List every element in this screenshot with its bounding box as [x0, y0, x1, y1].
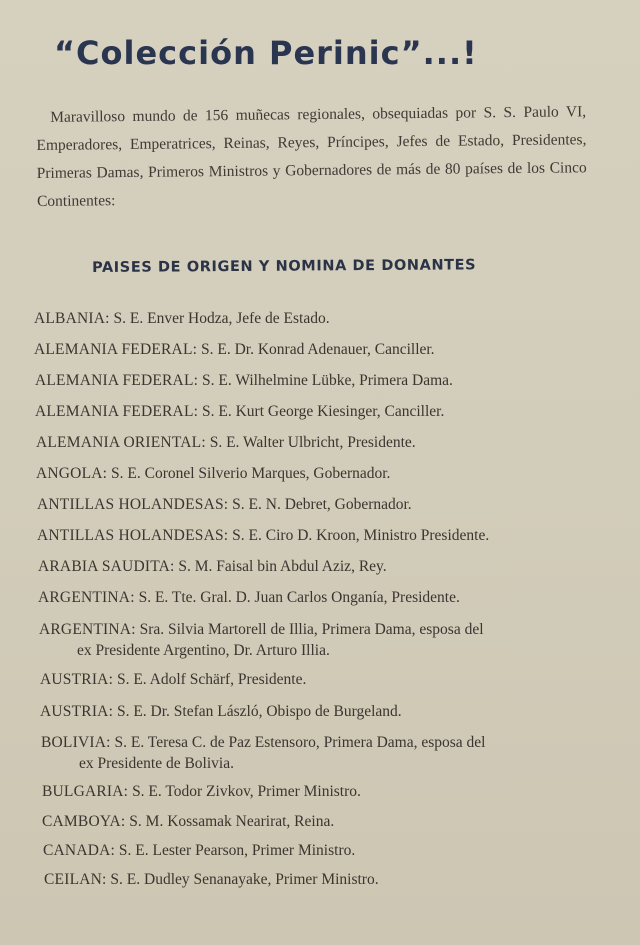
- donor-name: S. M. Kossamak Nearirat, Reina.: [129, 813, 335, 830]
- country-name: ARABIA SAUDITA:: [38, 558, 175, 575]
- list-item: [39, 619, 584, 661]
- list-item: [38, 557, 387, 577]
- page-title: “Colección Perinic”...!: [54, 34, 478, 72]
- list-item: [43, 841, 355, 861]
- donor-name: S. E. Dr. Stefan László, Obispo de Burgeland.: [116, 703, 402, 720]
- country-name: ARGENTINA:: [39, 621, 136, 638]
- donor-name: S. E. N. Debret, Gobernador.: [232, 496, 412, 513]
- donor-name: S. E. Ciro D. Kroon, Ministro Presidente.: [232, 527, 490, 544]
- list-item: [36, 464, 390, 484]
- donor-name-continuation: ex Presidente Argentino, Dr. Arturo Illia.: [77, 642, 330, 659]
- list-item: [44, 870, 379, 890]
- section-heading: PAISES DE ORIGEN Y NOMINA DE DONANTES: [92, 257, 477, 276]
- donor-name: S. E. Walter Ulbricht, Presidente.: [209, 434, 416, 451]
- donor-name: S. E. Lester Pearson, Primer Ministro.: [118, 842, 356, 859]
- list-item: [40, 702, 402, 722]
- country-name: AUSTRIA:: [40, 703, 114, 720]
- donor-name: S. E. Adolf Schärf, Presidente.: [116, 671, 307, 688]
- country-name: ALEMANIA FEDERAL:: [34, 341, 198, 358]
- country-name: CEILAN:: [44, 871, 107, 888]
- donor-name: S. E. Dudley Senanayake, Primer Ministro.: [110, 871, 379, 888]
- donor-name-continuation: ex Presidente de Bolivia.: [79, 755, 234, 772]
- country-name: ANTILLAS HOLANDESAS:: [37, 527, 229, 544]
- country-name: AUSTRIA:: [40, 671, 114, 688]
- country-name: ALEMANIA ORIENTAL:: [36, 434, 206, 451]
- donor-name: S. E. Dr. Konrad Adenauer, Canciller.: [201, 341, 435, 358]
- list-item: [35, 402, 444, 422]
- list-item: [40, 670, 306, 690]
- donor-name: S. E. Wilhelmine Lübke, Primera Dama.: [202, 372, 453, 389]
- country-name: CAMBOYA:: [42, 813, 126, 830]
- list-item: [34, 340, 435, 360]
- list-item: [42, 782, 361, 802]
- donor-name: S. M. Faisal bin Abdul Aziz, Rey.: [178, 558, 387, 575]
- country-name: BULGARIA:: [42, 783, 129, 800]
- donor-name: S. E. Todor Zivkov, Primer Ministro.: [132, 783, 361, 800]
- list-item: [38, 588, 460, 608]
- list-item: [34, 309, 330, 329]
- list-item: [37, 526, 489, 546]
- list-item: [41, 732, 586, 774]
- list-item: [37, 495, 412, 515]
- country-name: ALEMANIA FEDERAL:: [35, 372, 199, 389]
- donor-name: S. E. Teresa C. de Paz Estensoro, Primera Dama, esposa del: [114, 734, 486, 751]
- country-name: ARGENTINA:: [38, 589, 135, 606]
- donor-name: S. E. Enver Hodza, Jefe de Estado.: [113, 310, 330, 327]
- donor-name: S. E. Tte. Gral. D. Juan Carlos Onganía, Presidente.: [138, 589, 460, 606]
- country-name: ALEMANIA FEDERAL:: [35, 403, 199, 420]
- country-name: ANTILLAS HOLANDESAS:: [37, 496, 229, 513]
- donor-name: Sra. Silvia Martorell de Illia, Primera Dama, esposa del: [139, 621, 484, 638]
- country-name: ALBANIA:: [34, 310, 110, 327]
- list-item: [36, 433, 416, 453]
- intro-paragraph: Maravilloso mundo de 156 muñecas regionales, obsequiadas por S. S. Paulo VI, Emperadores, Emperatrices, Reinas, Reyes, Príncipes, Jefes de Estado, Presidentes, Primeras Damas, Primeros Ministros y Gobernadores de más de 80 países de los Cinco Continentes:: [36, 103, 587, 210]
- donor-name: S. E. Kurt George Kiesinger, Canciller.: [202, 403, 445, 420]
- list-item: [42, 812, 334, 832]
- country-name: ANGOLA:: [36, 465, 108, 482]
- list-item: [35, 371, 453, 391]
- donor-name: S. E. Coronel Silverio Marques, Gobernador.: [111, 465, 391, 482]
- country-name: CANADA:: [43, 842, 116, 859]
- country-name: BOLIVIA:: [41, 734, 111, 751]
